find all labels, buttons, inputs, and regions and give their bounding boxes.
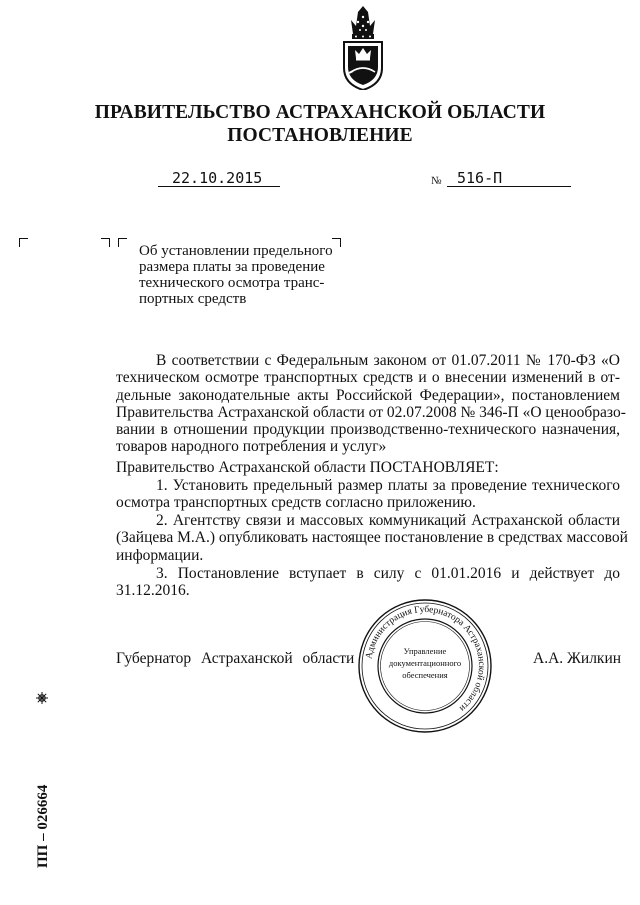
subject-line: размера платы за проведение bbox=[139, 259, 325, 275]
seal-inner-line: Управление bbox=[403, 646, 447, 656]
seal-outer-text: Администрация Губернатора Астраханской области bbox=[364, 604, 487, 714]
text-line: В соответствии с Федеральным законом от 01.07.2011 № 170-ФЗ «О bbox=[156, 352, 620, 369]
document-serial-code bbox=[32, 690, 52, 870]
document-number: 516-П bbox=[447, 168, 571, 187]
text-line: вании в отношении продукции производственно-технического назначения, bbox=[116, 421, 620, 439]
resolves-line bbox=[116, 459, 620, 476]
seal-inner-line: обеспечения bbox=[402, 670, 448, 680]
text-line: Правительство Астраханской области ПОСТАНОВЛЯЕТ: bbox=[116, 459, 499, 476]
text-line: осмотра транспортных средств согласно приложению. bbox=[116, 494, 476, 512]
serial-code-text: ПП – 026664 bbox=[35, 784, 51, 868]
asterisk-mark-icon bbox=[36, 692, 48, 704]
official-seal bbox=[357, 598, 493, 734]
clause-3 bbox=[116, 565, 620, 600]
clause-2 bbox=[116, 512, 628, 564]
text-line: товаров народного потребления и услуг» bbox=[116, 438, 387, 456]
text-line: информации. bbox=[116, 546, 204, 564]
text-line: 2. Агентству связи и массовых коммуникаций Астраханской области bbox=[156, 512, 620, 529]
signatory-name: А.А. Жилкин bbox=[533, 650, 622, 667]
seal-inner-line: документационного bbox=[388, 658, 462, 668]
text-line: (Зайцева М.А.) опубликовать настоящее постановление в средствах массовой bbox=[116, 529, 628, 547]
corner-mark-icon bbox=[19, 238, 28, 247]
corner-mark-icon bbox=[118, 238, 127, 247]
document-date: 22.10.2015 bbox=[158, 168, 280, 187]
text-line: 3. Постановление вступает в силу с 01.01.2016 и действует до bbox=[156, 565, 620, 582]
document-type-title: ПОСТАНОВЛЕНИЕ bbox=[227, 125, 413, 146]
text-line: 1. Установить предельный размер платы за проведение технического bbox=[156, 477, 620, 494]
corner-mark-icon bbox=[101, 238, 110, 247]
preamble-paragraph bbox=[116, 352, 626, 456]
signatory-title: Губернатор Астраханской области bbox=[116, 650, 355, 667]
clause-1 bbox=[116, 477, 620, 512]
text-line: техническом осмотре транспортных средств и о внесении изменений в от- bbox=[116, 369, 620, 387]
subject-line: Об установлении предельного bbox=[139, 243, 333, 259]
subject-line: технического осмотра транс- bbox=[139, 275, 325, 291]
government-title: ПРАВИТЕЛЬСТВО АСТРАХАНСКОЙ ОБЛАСТИ bbox=[94, 102, 546, 123]
document-subject bbox=[139, 243, 343, 307]
subject-line: портных средств bbox=[139, 291, 247, 307]
astrakhan-coat-of-arms-icon bbox=[337, 6, 389, 90]
text-line: 31.12.2016. bbox=[116, 582, 190, 600]
text-line: Правительства Астраханской области от 02.07.2008 № 346-П «О ценообразо- bbox=[116, 403, 626, 421]
number-label: № bbox=[431, 175, 442, 187]
text-line: дельные законодательные акты Российской Федерации», постановлением bbox=[116, 386, 620, 404]
